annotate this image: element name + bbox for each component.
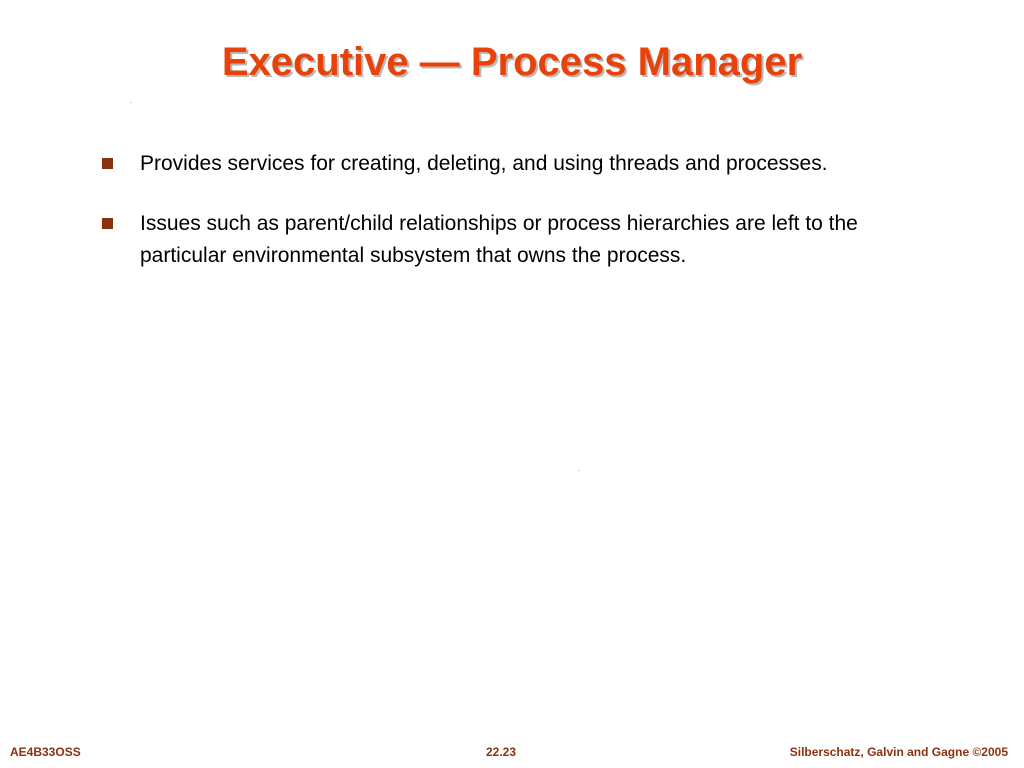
footer-slide-number: 22.23 [486, 745, 517, 759]
decorative-dot [578, 470, 580, 471]
slide-title: Executive — Process Manager [221, 40, 803, 84]
bullet-item [102, 148, 922, 180]
bullet-list [102, 148, 922, 300]
square-bullet-icon [102, 158, 113, 169]
square-bullet-icon [102, 218, 113, 229]
bullet-text: Provides services for creating, deleting, and using threads and processes. [140, 152, 828, 175]
bullet-item [102, 208, 922, 272]
decorative-dot [130, 102, 132, 103]
bullet-text: Issues such as parent/child relationships or process hierarchies are left to the particular environmental subsystem that owns the process. [140, 212, 858, 267]
footer-copyright: Silberschatz, Galvin and Gagne ©2005 [789, 745, 1008, 759]
footer-course-code: AE4B33OSS [10, 745, 81, 759]
footer [0, 736, 1024, 766]
